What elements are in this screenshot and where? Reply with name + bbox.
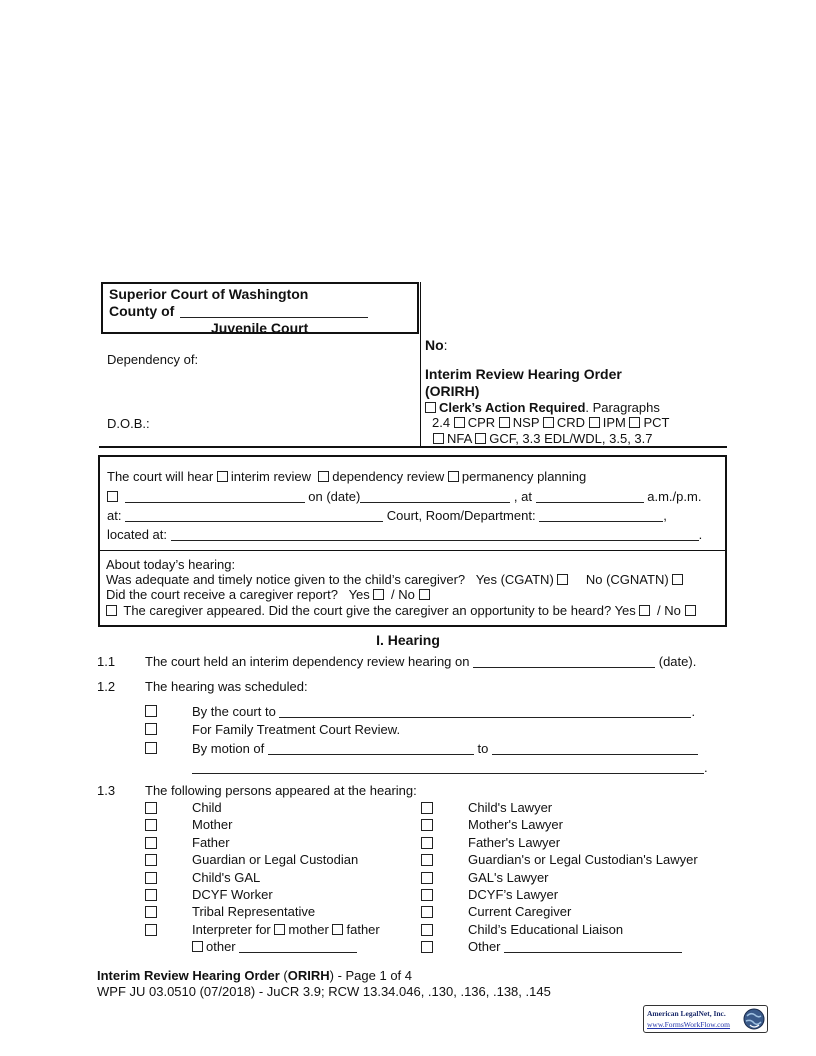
ftc-checkbox[interactable] <box>145 723 157 738</box>
report-no-checkbox[interactable] <box>419 589 430 600</box>
cpr-label: CPR <box>467 415 496 430</box>
person-checkbox[interactable] <box>421 924 433 936</box>
person-label: Tribal Representative <box>192 904 316 920</box>
globe-icon <box>742 1007 766 1031</box>
hearing-location-line <box>107 508 667 523</box>
court-room-label: Court, Room/Department: <box>386 508 536 523</box>
gcf-label: GCF, 3.3 EDL/WDL, 3.5, 3.7 <box>489 431 653 446</box>
ampm-label: a.m./p.m. <box>647 489 702 504</box>
person-checkbox[interactable] <box>145 802 157 814</box>
by-motion-checkbox[interactable] <box>145 742 157 757</box>
hearing-held-date-input-line[interactable] <box>473 655 655 668</box>
at-label: at: <box>107 508 122 523</box>
county-input-line[interactable] <box>180 305 368 318</box>
yes-cgatn-checkbox[interactable] <box>557 574 568 585</box>
hearing-date-input-line[interactable] <box>360 490 510 503</box>
form-title-code: (ORIRH) <box>425 383 480 399</box>
about-today-label: About today’s hearing: <box>106 557 236 572</box>
footer-statute-line: WPF JU 03.0510 (07/2018) - JuCR 3.9; RCW 13.34.046, .130, .136, .138, .145 <box>97 984 551 999</box>
footer-paren: ( <box>279 968 288 983</box>
other-person-label: Other <box>468 939 501 955</box>
located-at-label: located at: <box>107 527 167 542</box>
clerks-action-label: Clerk’s Action Required <box>439 400 586 415</box>
pct-checkbox[interactable] <box>629 417 640 428</box>
heard-no-checkbox[interactable] <box>685 605 696 616</box>
item-1-1-date-suffix: (date). <box>658 654 697 669</box>
by-court-period: . <box>691 704 696 719</box>
interpreter-other-checkbox[interactable] <box>192 941 203 952</box>
footer-code: ORIRH <box>287 968 330 983</box>
hearing-type-input-line[interactable] <box>125 490 305 503</box>
vendor-logo <box>643 1005 768 1033</box>
interpreter-mother-label: mother <box>288 921 329 937</box>
yes-cgatn-label: Yes (CGATN) <box>475 572 554 587</box>
dependency-label: Dependency of: <box>107 352 199 367</box>
item-1-1-text <box>145 654 696 669</box>
interpreter-other-label: other <box>206 939 236 955</box>
ipm-label: IPM <box>602 415 626 430</box>
person-label: Guardian's or Legal Custodian's Lawyer <box>468 852 698 868</box>
case-number-label: No <box>425 337 444 353</box>
report-question: Did the court receive a caregiver report? <box>106 587 338 602</box>
court-will-hear-line <box>107 469 586 484</box>
caregiver-appeared-line <box>106 603 699 618</box>
other-person-line <box>468 939 682 954</box>
next-hearing-divider <box>100 550 725 551</box>
other-person-input-line[interactable] <box>504 940 682 953</box>
hearing-place-input-line[interactable] <box>125 509 383 522</box>
no-cgnatn-label: No (CGNATN) <box>585 572 669 587</box>
court-will-hear-label: The court will hear <box>107 469 214 484</box>
person-label: Mother <box>192 817 233 833</box>
person-label: Father <box>192 834 230 850</box>
nfa-checkbox[interactable] <box>433 433 444 444</box>
section-heading: I. Hearing <box>376 632 440 648</box>
report-slash: / <box>391 587 395 602</box>
person-checkbox[interactable] <box>145 906 157 918</box>
by-court-checkbox[interactable] <box>145 705 157 720</box>
by-motion-line <box>192 741 698 756</box>
caregiver-appeared-question: The caregiver appeared. Did the court give the caregiver an opportunity to be heard? Yes <box>123 603 636 618</box>
person-checkbox[interactable] <box>145 854 157 866</box>
crd-checkbox[interactable] <box>543 417 554 428</box>
report-line <box>106 587 433 602</box>
person-label: Child's Lawyer <box>468 800 553 815</box>
logo-company: American LegalNet, Inc. <box>647 1009 726 1018</box>
court-type: Juvenile Court <box>211 320 309 336</box>
ftc-label: For Family Treatment Court Review. <box>192 722 401 737</box>
gcf-checkbox[interactable] <box>475 433 486 444</box>
para-24: 2.4 <box>432 415 451 430</box>
by-motion-party-input-line[interactable] <box>268 742 474 755</box>
report-yes-checkbox[interactable] <box>373 589 384 600</box>
form-title-line1: Interim Review Hearing Order <box>425 366 622 382</box>
dependency-review-checkbox[interactable] <box>318 471 329 482</box>
person-checkbox[interactable] <box>421 802 433 814</box>
notice-line <box>106 572 686 587</box>
permanency-planning-label: permanency planning <box>461 469 587 484</box>
person-checkbox[interactable] <box>145 889 157 901</box>
item-1-1-label: The court held an interim dependency review hearing on <box>145 654 470 669</box>
item-1-3-number: 1.3 <box>97 783 116 798</box>
notice-question: Was adequate and timely notice given to the child’s caregiver? <box>106 572 466 587</box>
county-line <box>109 303 411 320</box>
pct-label: PCT <box>643 415 670 430</box>
report-yes-label: Yes <box>348 587 370 602</box>
clerks-action-checkbox[interactable] <box>425 402 436 413</box>
person-checkbox[interactable] <box>145 872 157 884</box>
person-checkbox[interactable] <box>421 854 433 866</box>
by-motion-label: By motion of <box>192 741 265 756</box>
interim-review-checkbox[interactable] <box>217 471 228 482</box>
court-name: Superior Court of Washington <box>109 286 309 302</box>
interpreter-line <box>192 922 380 937</box>
by-court-line <box>192 704 695 719</box>
person-label: Child's GAL <box>192 869 261 885</box>
person-checkbox[interactable] <box>145 837 157 849</box>
interpreter-father-checkbox[interactable] <box>332 924 343 935</box>
person-checkbox[interactable] <box>421 872 433 884</box>
person-label: Child <box>192 800 222 815</box>
person-checkbox[interactable] <box>421 906 433 918</box>
located-at-period: . <box>698 527 703 542</box>
person-label: GAL's Lawyer <box>468 869 549 885</box>
person-label: Mother's Lawyer <box>468 817 563 833</box>
court-room-comma: , <box>663 508 667 523</box>
person-label: Current Caregiver <box>468 904 572 920</box>
ipm-checkbox[interactable] <box>589 417 600 428</box>
item-1-3-text: The following persons appeared at the hearing: <box>145 783 417 798</box>
item-1-2-number: 1.2 <box>97 679 116 694</box>
heard-no-label: / No <box>657 603 681 618</box>
by-motion-period: . <box>704 760 708 775</box>
at-time-label: , at <box>513 489 532 504</box>
form-title <box>425 366 622 400</box>
interpreter-checkbox[interactable] <box>145 924 157 936</box>
person-label: Child’s Educational Liaison <box>468 921 624 937</box>
heard-yes-checkbox[interactable] <box>639 605 650 616</box>
by-court-label: By the court to <box>192 704 276 719</box>
person-label: Guardian or Legal Custodian <box>192 852 359 868</box>
item-1-2-text: The hearing was scheduled: <box>145 679 308 694</box>
clerk-codes-line2 <box>433 431 653 446</box>
report-no-label: No <box>398 587 415 602</box>
interpreter-other-input-line[interactable] <box>239 940 357 953</box>
nfa-label: NFA <box>447 431 472 446</box>
interpreter-other-line <box>192 939 357 954</box>
nsp-label: NSP <box>512 415 540 430</box>
nsp-checkbox[interactable] <box>499 417 510 428</box>
footer-title-line <box>97 968 412 983</box>
clerks-action-line <box>425 400 660 415</box>
by-court-input-line[interactable] <box>279 705 691 718</box>
person-checkbox[interactable] <box>421 889 433 901</box>
hearing-type-other-checkbox[interactable] <box>107 491 118 502</box>
interpreter-label: Interpreter for <box>192 921 271 937</box>
cpr-checkbox[interactable] <box>454 417 465 428</box>
person-label: DCYF Worker <box>192 886 273 902</box>
interim-review-label: interim review <box>230 469 312 484</box>
caption-bottom-rule <box>99 446 727 448</box>
located-at-line <box>107 527 702 542</box>
by-motion-purpose-input-line[interactable] <box>492 742 698 755</box>
logo-url: www.FormsWorkFlow.com <box>647 1020 731 1029</box>
case-number-line <box>425 337 448 353</box>
court-room-input-line[interactable] <box>539 509 663 522</box>
person-checkbox[interactable] <box>421 837 433 849</box>
case-number-colon: : <box>443 337 448 353</box>
person-label: Father's Lawyer <box>468 834 561 850</box>
person-checkbox[interactable] <box>421 819 433 831</box>
by-motion-to-label: to <box>477 741 489 756</box>
paragraphs-label: . Paragraphs <box>585 400 660 415</box>
item-1-1-number: 1.1 <box>97 654 116 669</box>
no-cgnatn-checkbox[interactable] <box>672 574 683 585</box>
county-label: County of <box>109 303 175 319</box>
hearing-date-line <box>107 489 701 504</box>
located-at-input-line[interactable] <box>171 528 699 541</box>
by-motion-continuation <box>192 760 708 775</box>
hearing-time-input-line[interactable] <box>536 490 644 503</box>
by-motion-continuation-input-line[interactable] <box>192 761 704 774</box>
interpreter-father-label: father <box>346 921 380 937</box>
other-person-checkbox[interactable] <box>421 941 433 953</box>
permanency-planning-checkbox[interactable] <box>448 471 459 482</box>
footer-page-number: ) - Page 1 of 4 <box>329 968 413 983</box>
caption-divider <box>420 282 421 447</box>
footer-title: Interim Review Hearing Order <box>97 968 280 983</box>
clerk-codes-line1 <box>432 415 669 430</box>
on-date-label: on (date) <box>308 489 361 504</box>
person-checkbox[interactable] <box>145 819 157 831</box>
dob-label: D.O.B.: <box>107 416 150 431</box>
caregiver-appeared-checkbox[interactable] <box>106 605 117 616</box>
person-label: DCYF’s Lawyer <box>468 886 559 902</box>
crd-label: CRD <box>556 415 586 430</box>
interpreter-mother-checkbox[interactable] <box>274 924 285 935</box>
court-caption-box <box>101 282 419 334</box>
dependency-review-label: dependency review <box>332 469 445 484</box>
